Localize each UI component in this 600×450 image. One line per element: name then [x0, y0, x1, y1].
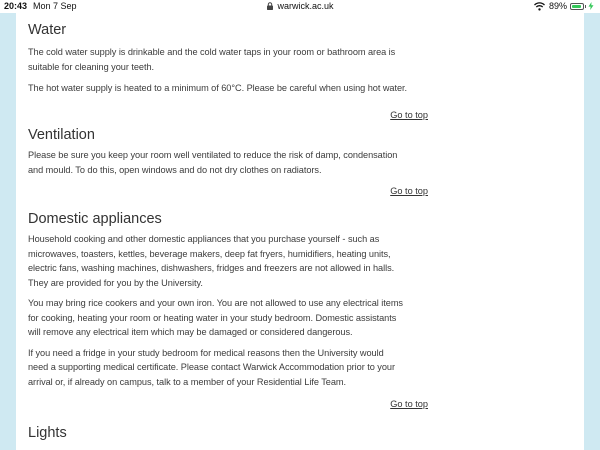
battery-icon: [570, 3, 584, 10]
go-to-top-link[interactable]: Go to top: [390, 110, 428, 120]
paragraph: The cold water supply is drinkable and the cold water taps in your room or bathroom area is suitable for cleaning your teeth.: [28, 47, 396, 72]
paragraph: If you need a fridge in your study bedroom for medical reasons then the University would need a supporting medical certificate. Please contact Warwick Accommodation prior to your arrival or, if already on campus, talk to a member of your Residential Life Team.: [28, 347, 395, 387]
paragraph: You may bring rice cookers and your own iron. You are not allowed to use any electrical items for cooking, heating your room or heating water in your study bedroom. Domestic assistants will remove any electrical item which may be damaged or considered dangerous.: [28, 298, 403, 337]
section-heading: Ventilation: [28, 127, 95, 143]
section-heading: Lights: [28, 425, 67, 441]
url-text: warwick.ac.uk: [277, 1, 334, 11]
address-bar[interactable]: [0, 1, 600, 11]
battery-percent: 89%: [548, 1, 567, 11]
paragraph: The hot water supply is heated to a minimum of 60°C. Please be careful when using hot water.: [28, 83, 408, 93]
section-domestic-appliances: [28, 210, 428, 409]
page-content: [16, 13, 584, 450]
system-indicators: [534, 1, 594, 11]
date: Mon 7 Sep: [33, 1, 77, 11]
paragraph: Please be sure you keep your room well ventilated to reduce the risk of damp, condensation and mould. To do this, open windows and do not dry clothes on radiators.: [28, 150, 398, 175]
paragraph: Household cooking and other domestic appliances that you purchase yourself - such as microwaves, toasters, kettles, beverage makers, deep fat fryers, humidifiers, heating units, electric fans, washing machines, dishwashers, fridges and freezers are not allowed in halls. They are provided for you by the University.: [28, 234, 395, 288]
go-to-top-link[interactable]: Go to top: [390, 186, 428, 196]
wifi-icon: [534, 2, 545, 11]
section-lights: [28, 424, 428, 442]
section-water: [28, 21, 428, 120]
section-ventilation: [28, 126, 428, 196]
section-heading: Domestic appliances: [28, 211, 162, 227]
clock: 20:43: [4, 1, 28, 11]
battery-level-fill: [572, 5, 581, 8]
section-heading: Water: [28, 22, 67, 38]
battery-cap: [585, 5, 586, 8]
lock-icon: [266, 2, 274, 10]
status-bar: [0, 0, 600, 13]
go-to-top-link[interactable]: Go to top: [390, 399, 428, 409]
charging-bolt-icon: [588, 2, 594, 10]
